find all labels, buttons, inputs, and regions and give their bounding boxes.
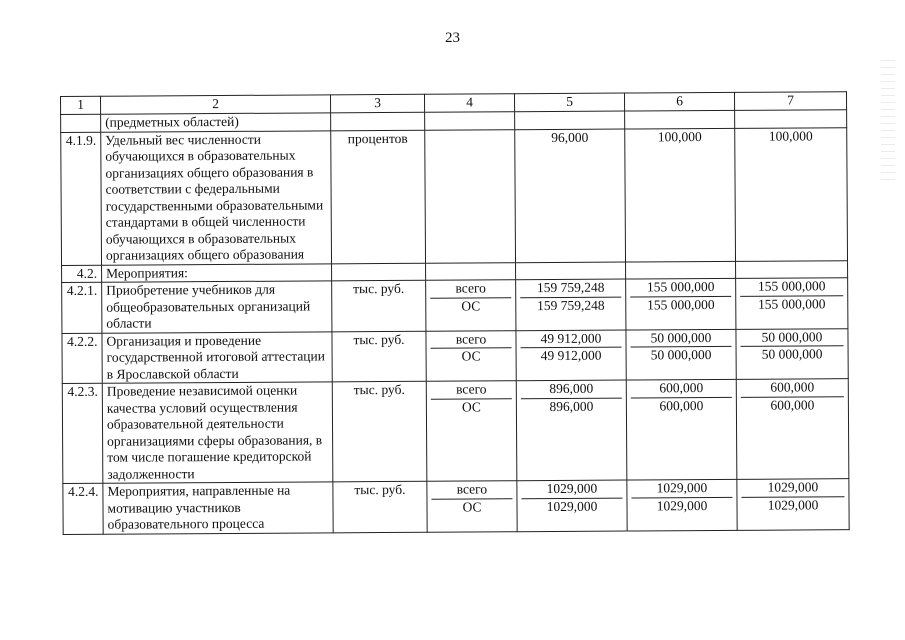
row-value7-cell-stack — [739, 110, 842, 111]
row-id-cell: 4.2.1. — [62, 282, 102, 333]
row-value5-cell — [517, 480, 627, 531]
row-value6-cell-value: 600,000 — [659, 397, 704, 413]
indicators-table — [60, 91, 850, 534]
row-value7-cell — [736, 260, 848, 278]
header-cell: 2 — [101, 95, 331, 114]
row-value5-cell-value: 896,000 — [549, 398, 594, 414]
row-value7-cell-stack — [740, 329, 843, 364]
table-row — [61, 127, 848, 265]
row-value6-cell — [626, 329, 736, 380]
row-value5-cell — [516, 262, 626, 280]
row-value7-cell-value: 50 000,000 — [740, 329, 843, 347]
row-type-cell — [426, 381, 517, 482]
row-value6-cell-stack — [630, 261, 731, 262]
row-id-cell — [61, 114, 101, 132]
table-row — [63, 479, 849, 534]
row-type-cell — [427, 481, 517, 532]
header-cell: 6 — [624, 92, 734, 111]
row-value6-cell — [626, 379, 737, 480]
row-value7-cell-value: 1029,000 — [767, 496, 819, 513]
row-value7-cell-value: 600,000 — [741, 379, 844, 397]
row-value7-cell — [735, 127, 848, 261]
row-value7-cell-stack — [740, 261, 843, 262]
header-cell: 3 — [330, 94, 424, 113]
page-number: 23 — [445, 30, 460, 46]
row-value6-cell-value: 50 000,000 — [650, 347, 712, 363]
row-value5-cell-value: 159 759,248 — [536, 297, 605, 313]
row-id-cell: 4.2.3. — [62, 383, 103, 483]
row-value5-cell-value: 49 912,000 — [520, 330, 621, 348]
row-type-cell — [426, 280, 516, 331]
row-value6-cell — [627, 479, 737, 530]
row-value6-cell-value: 1029,000 — [656, 497, 708, 513]
row-type-cell — [426, 330, 516, 381]
row-value5-cell — [515, 129, 626, 263]
row-type-cell-value: всего — [431, 381, 512, 399]
row-value6-cell-stack — [630, 329, 731, 364]
row-value7-cell-stack — [740, 278, 843, 313]
row-name-cell: Мероприятия, направленные на мотивацию участников образовательного процесса — [103, 482, 333, 534]
row-value5-cell-value: 49 912,000 — [540, 347, 602, 364]
header-cell: 4 — [424, 94, 514, 113]
row-value7-cell-value: 600,000 — [770, 396, 815, 413]
row-value5-cell-value: 896,000 — [521, 381, 622, 399]
row-name-cell: Мероприятия: — [102, 263, 332, 282]
header-cell: 1 — [61, 96, 101, 114]
row-value6-cell-stack — [630, 279, 731, 314]
row-unit-cell: тыс. руб. — [332, 331, 426, 382]
row-type-cell-value: ОС — [462, 498, 482, 515]
table-row — [62, 328, 848, 383]
row-value5-cell-stack — [520, 262, 621, 263]
row-type-cell-stack — [430, 280, 511, 314]
row-value5-cell-value: 159 759,248 — [520, 280, 621, 298]
row-value7-cell-value: 1029,000 — [741, 479, 844, 497]
row-unit-cell: тыс. руб. — [332, 280, 426, 331]
row-value5-cell-stack — [519, 112, 620, 113]
row-value7-cell-value: 50 000,000 — [761, 346, 823, 362]
row-value7-cell-value: 155 000,000 — [740, 278, 843, 296]
row-value6-cell-value: 155 000,000 — [646, 296, 715, 312]
row-value6-cell-value: 600,000 — [631, 380, 732, 398]
row-value6-cell — [625, 110, 735, 128]
row-value6-cell-value: 100,000 — [657, 128, 702, 144]
row-value6-cell — [626, 278, 736, 329]
row-unit-cell: тыс. руб. — [333, 481, 427, 532]
row-name-cell: Удельный вес численности обучающихся в образовательных организациях общего образования в соответствии с федеральными государственными образовательными стандартами в общей численности обучающихся в образовательных организациях общего образования — [101, 130, 332, 264]
row-type-cell-value: всего — [431, 481, 512, 499]
row-value7-cell — [736, 328, 848, 379]
row-value7-cell-value: 155 000,000 — [757, 295, 826, 312]
row-value6-cell-value: 50 000,000 — [630, 329, 731, 347]
row-value7-cell — [736, 379, 849, 480]
row-name-cell: (предметных областей) — [101, 113, 331, 132]
row-id-cell: 4.1.9. — [61, 132, 102, 265]
row-unit-cell — [332, 263, 426, 281]
row-value7-cell-value: 100,000 — [768, 127, 813, 144]
row-value7-cell-stack — [741, 379, 844, 414]
row-value5-cell-stack — [519, 129, 620, 146]
row-unit-cell — [331, 112, 425, 130]
table-body — [61, 92, 850, 534]
row-value7-cell — [736, 278, 848, 329]
row-value5-cell — [516, 330, 626, 381]
row-value5-cell-stack — [521, 481, 622, 516]
row-value5-cell-value: 1029,000 — [521, 481, 622, 499]
row-value5-cell-stack — [521, 381, 622, 416]
row-value6-cell-stack — [631, 380, 732, 415]
row-value5-cell-value: 96,000 — [551, 129, 589, 145]
row-value7-cell-stack — [741, 479, 844, 514]
row-name-cell: Проведение независимой оценки качества условий осуществления образовательной деятельности организациями сферы образования, в том числе погашение кредиторской задолженности — [102, 382, 333, 483]
row-type-cell-stack — [430, 331, 511, 365]
row-value7-cell — [737, 479, 849, 530]
row-type-cell-stack — [431, 481, 512, 515]
header-cell: 5 — [514, 93, 624, 112]
row-value6-cell-value: 1029,000 — [631, 480, 732, 498]
row-type-cell-value: всего — [430, 331, 511, 349]
table-row — [62, 379, 849, 484]
row-value5-cell — [516, 380, 627, 481]
row-name-cell: Приобретение учебников для общеобразовательных организаций области — [102, 281, 332, 333]
row-type-cell-value: ОС — [461, 348, 481, 364]
row-id-cell: 4.2.2. — [62, 333, 102, 384]
row-unit-cell: процентов — [331, 130, 426, 264]
row-value7-cell-stack — [739, 128, 842, 145]
table-row — [62, 278, 848, 333]
row-value5-cell — [516, 279, 626, 330]
row-value6-cell-value: 155 000,000 — [630, 279, 731, 297]
header-cell: 7 — [734, 92, 846, 111]
row-value5-cell — [515, 111, 625, 129]
row-type-cell-value: всего — [430, 280, 511, 298]
row-id-cell: 4.2.4. — [63, 483, 103, 534]
row-type-cell — [425, 129, 516, 263]
row-type-cell — [425, 112, 515, 130]
row-type-cell — [426, 262, 516, 280]
row-value5-cell-value: 1029,000 — [546, 498, 598, 514]
row-value6-cell — [625, 128, 736, 262]
row-value5-cell-stack — [520, 280, 621, 315]
row-value6-cell — [626, 261, 736, 279]
row-value6-cell-stack — [629, 111, 730, 112]
row-name-cell: Организация и проведение государственной итоговой аттестации в Ярославской области — [102, 331, 332, 383]
row-value6-cell-stack — [629, 128, 730, 145]
scan-artifact — [881, 60, 895, 180]
row-id-cell: 4.2. — [62, 265, 102, 283]
row-type-cell-value: ОС — [461, 297, 481, 314]
row-value6-cell-stack — [631, 480, 732, 515]
row-value7-cell — [735, 110, 847, 128]
row-type-cell-value: ОС — [461, 398, 481, 415]
row-unit-cell: тыс. руб. — [332, 381, 427, 482]
row-value5-cell-stack — [520, 330, 621, 365]
row-type-cell-stack — [431, 381, 512, 415]
